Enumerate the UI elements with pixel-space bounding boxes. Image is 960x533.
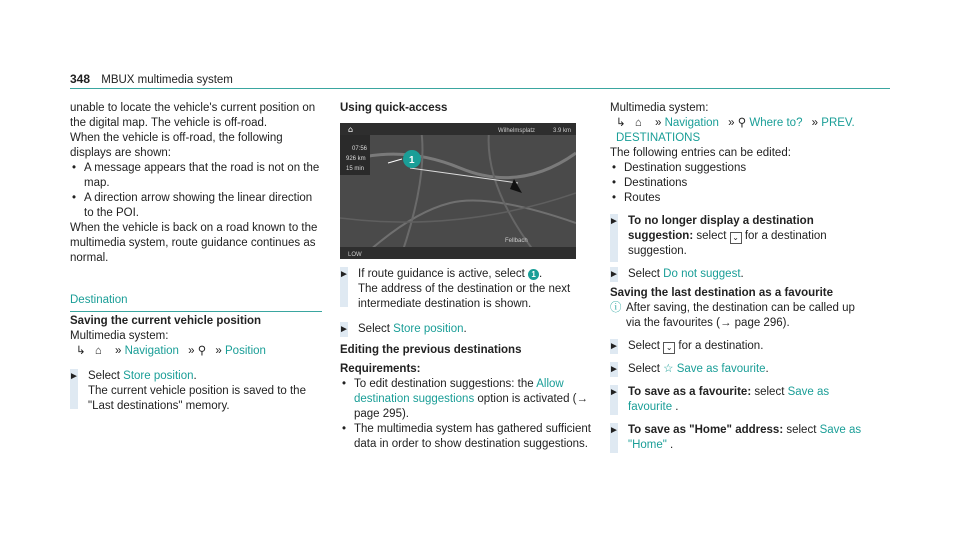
info-icon: ⓘ bbox=[610, 302, 622, 314]
chevron-icon: » bbox=[811, 117, 819, 129]
favourite-title: Saving the last destination as a favourite bbox=[610, 287, 834, 299]
svg-text:LOW: LOW bbox=[348, 252, 362, 258]
step-arrow-icon: ► bbox=[609, 216, 619, 227]
map-image bbox=[340, 123, 576, 259]
quick-access-title: Using quick-access bbox=[340, 102, 448, 114]
list-item: • Destination suggestions bbox=[610, 161, 862, 176]
step-arrow-icon: ► bbox=[339, 269, 349, 280]
section-title: Destination bbox=[70, 294, 128, 306]
chevron-icon: » bbox=[188, 345, 195, 357]
nav-path bbox=[70, 344, 322, 359]
step: ► If route guidance is active, select 1 . The address of the destination or the next intermediate destination is shown. bbox=[340, 267, 592, 312]
step-arrow-icon: ► bbox=[609, 387, 619, 398]
nav-path bbox=[610, 116, 862, 146]
svg-text:Fellbach: Fellbach bbox=[505, 238, 528, 244]
step-arrow-icon: ► bbox=[69, 371, 79, 382]
step-arrow-icon: ► bbox=[609, 341, 619, 352]
saving-title: Saving the current vehicle position bbox=[70, 315, 262, 327]
path-navigation[interactable]: Navigation bbox=[664, 117, 719, 129]
step: ► To no longer display a destination suggestion: select ⌄ for a destination suggestion. bbox=[610, 214, 862, 259]
search-icon: ⚲ bbox=[737, 117, 747, 129]
back-text: When the vehicle is back on a road known to the multimedia system, route guidance continues as normal. bbox=[70, 222, 318, 264]
do-not-suggest-link[interactable]: Do not suggest bbox=[663, 268, 741, 280]
path-prev-destinations[interactable]: PREV. DESTINATIONS bbox=[616, 117, 855, 144]
requirements-title: Requirements: bbox=[340, 363, 421, 375]
list-item: • Destinations bbox=[610, 176, 862, 191]
intro-text: unable to locate the vehicle's current position on the digital map. The vehicle is off-road. bbox=[70, 102, 316, 129]
save-as-home-link[interactable]: Save as "Home" bbox=[628, 424, 862, 451]
svg-text:07:56: 07:56 bbox=[352, 146, 368, 152]
saving-block bbox=[70, 314, 322, 414]
chevron-icon: » bbox=[115, 345, 122, 357]
page-title: MBUX multimedia system bbox=[101, 74, 233, 86]
page-header bbox=[70, 72, 233, 88]
step-arrow-icon: ► bbox=[339, 324, 349, 335]
step: ► Select ⌄ for a destination. bbox=[609, 340, 764, 352]
section-destination bbox=[70, 293, 322, 312]
header-rule bbox=[70, 88, 890, 89]
list-item: • The multimedia system has gathered sufficient data in order to show destination suggestions. bbox=[340, 422, 592, 452]
options-icon: ⌄ bbox=[730, 232, 742, 244]
svg-text:1: 1 bbox=[409, 155, 415, 166]
svg-text:3.9 km: 3.9 km bbox=[553, 128, 572, 134]
map-screenshot bbox=[340, 123, 576, 259]
path-navigation[interactable]: Navigation bbox=[124, 345, 179, 357]
offroad-text: When the vehicle is off-road, the following displays are shown: bbox=[70, 132, 283, 159]
svg-text:Wilhelmsplatz: Wilhelmsplatz bbox=[498, 128, 536, 134]
settings-pin-icon: ⚲ bbox=[197, 345, 207, 357]
save-as-favourite-link[interactable]: Save as favourite bbox=[628, 386, 830, 413]
page-number: 348 bbox=[70, 72, 91, 86]
options-icon: ⌄ bbox=[663, 342, 675, 354]
step: ► Select ☆ Save as favourite. bbox=[609, 363, 769, 375]
step: ► To save as "Home" address: select Save as "Home" . bbox=[609, 424, 862, 451]
step-text: The current vehicle position is saved to the "Last destinations" memory. bbox=[88, 385, 306, 412]
list-item: • A message appears that the road is not on the map. bbox=[70, 161, 322, 191]
enter-arrow-icon: ↳ bbox=[76, 345, 86, 357]
step-arrow-icon: ► bbox=[609, 364, 619, 375]
store-position-link[interactable]: Store position bbox=[393, 323, 464, 335]
mm-label: Multimedia system: bbox=[610, 102, 709, 114]
list-item: • To edit destination suggestions: the Allow destination suggestions option is activated (→ page 295). bbox=[340, 377, 592, 422]
column-2-steps bbox=[340, 267, 592, 452]
column-2 bbox=[340, 101, 592, 116]
step-arrow-icon: ► bbox=[609, 269, 619, 280]
star-icon: ☆ bbox=[663, 363, 674, 375]
column-1 bbox=[70, 101, 322, 266]
step: ► Select Store position. The current vehicle position is saved to the "Last destinations" memory. bbox=[70, 369, 322, 414]
mm-label: Multimedia system: bbox=[70, 330, 169, 342]
step: ► Select Do not suggest. bbox=[609, 268, 744, 280]
step-arrow-icon: ► bbox=[609, 425, 619, 436]
enter-arrow-icon: ↳ bbox=[616, 117, 626, 129]
chevron-icon: » bbox=[655, 117, 662, 129]
step: ► Select Store position. bbox=[339, 323, 467, 335]
svg-text:15 min: 15 min bbox=[346, 166, 365, 172]
can-edit-text: The following entries can be edited: bbox=[610, 147, 791, 159]
callout-1-icon: 1 bbox=[528, 269, 539, 280]
allow-destination-suggestions-link[interactable]: Allow destination suggestions bbox=[354, 378, 564, 405]
home-icon: ⌂ bbox=[634, 117, 642, 129]
step: ► To save as a favourite: select Save as favourite . bbox=[609, 386, 830, 413]
svg-text:926 km: 926 km bbox=[346, 156, 366, 162]
note: ⓘ After saving, the destination can be called up via the favourites (→ page 296). bbox=[610, 302, 855, 329]
svg-text:⌂: ⌂ bbox=[348, 125, 354, 134]
path-where-to[interactable]: Where to? bbox=[749, 117, 803, 129]
chevron-icon: » bbox=[728, 117, 735, 129]
home-icon: ⌂ bbox=[94, 345, 102, 357]
path-position[interactable]: Position bbox=[225, 345, 266, 357]
list-item: • Routes bbox=[610, 191, 862, 206]
list-item: • A direction arrow showing the linear direction to the POI. bbox=[70, 191, 322, 221]
chevron-icon: » bbox=[215, 345, 222, 357]
save-as-favourite-link[interactable]: Save as favourite bbox=[676, 363, 766, 375]
editing-title: Editing the previous destinations bbox=[340, 344, 522, 356]
store-position-link[interactable]: Store position bbox=[123, 370, 194, 382]
section-rule bbox=[70, 311, 322, 312]
step-text: The address of the destination or the next intermediate destination is shown. bbox=[358, 283, 571, 310]
column-3 bbox=[610, 101, 862, 453]
